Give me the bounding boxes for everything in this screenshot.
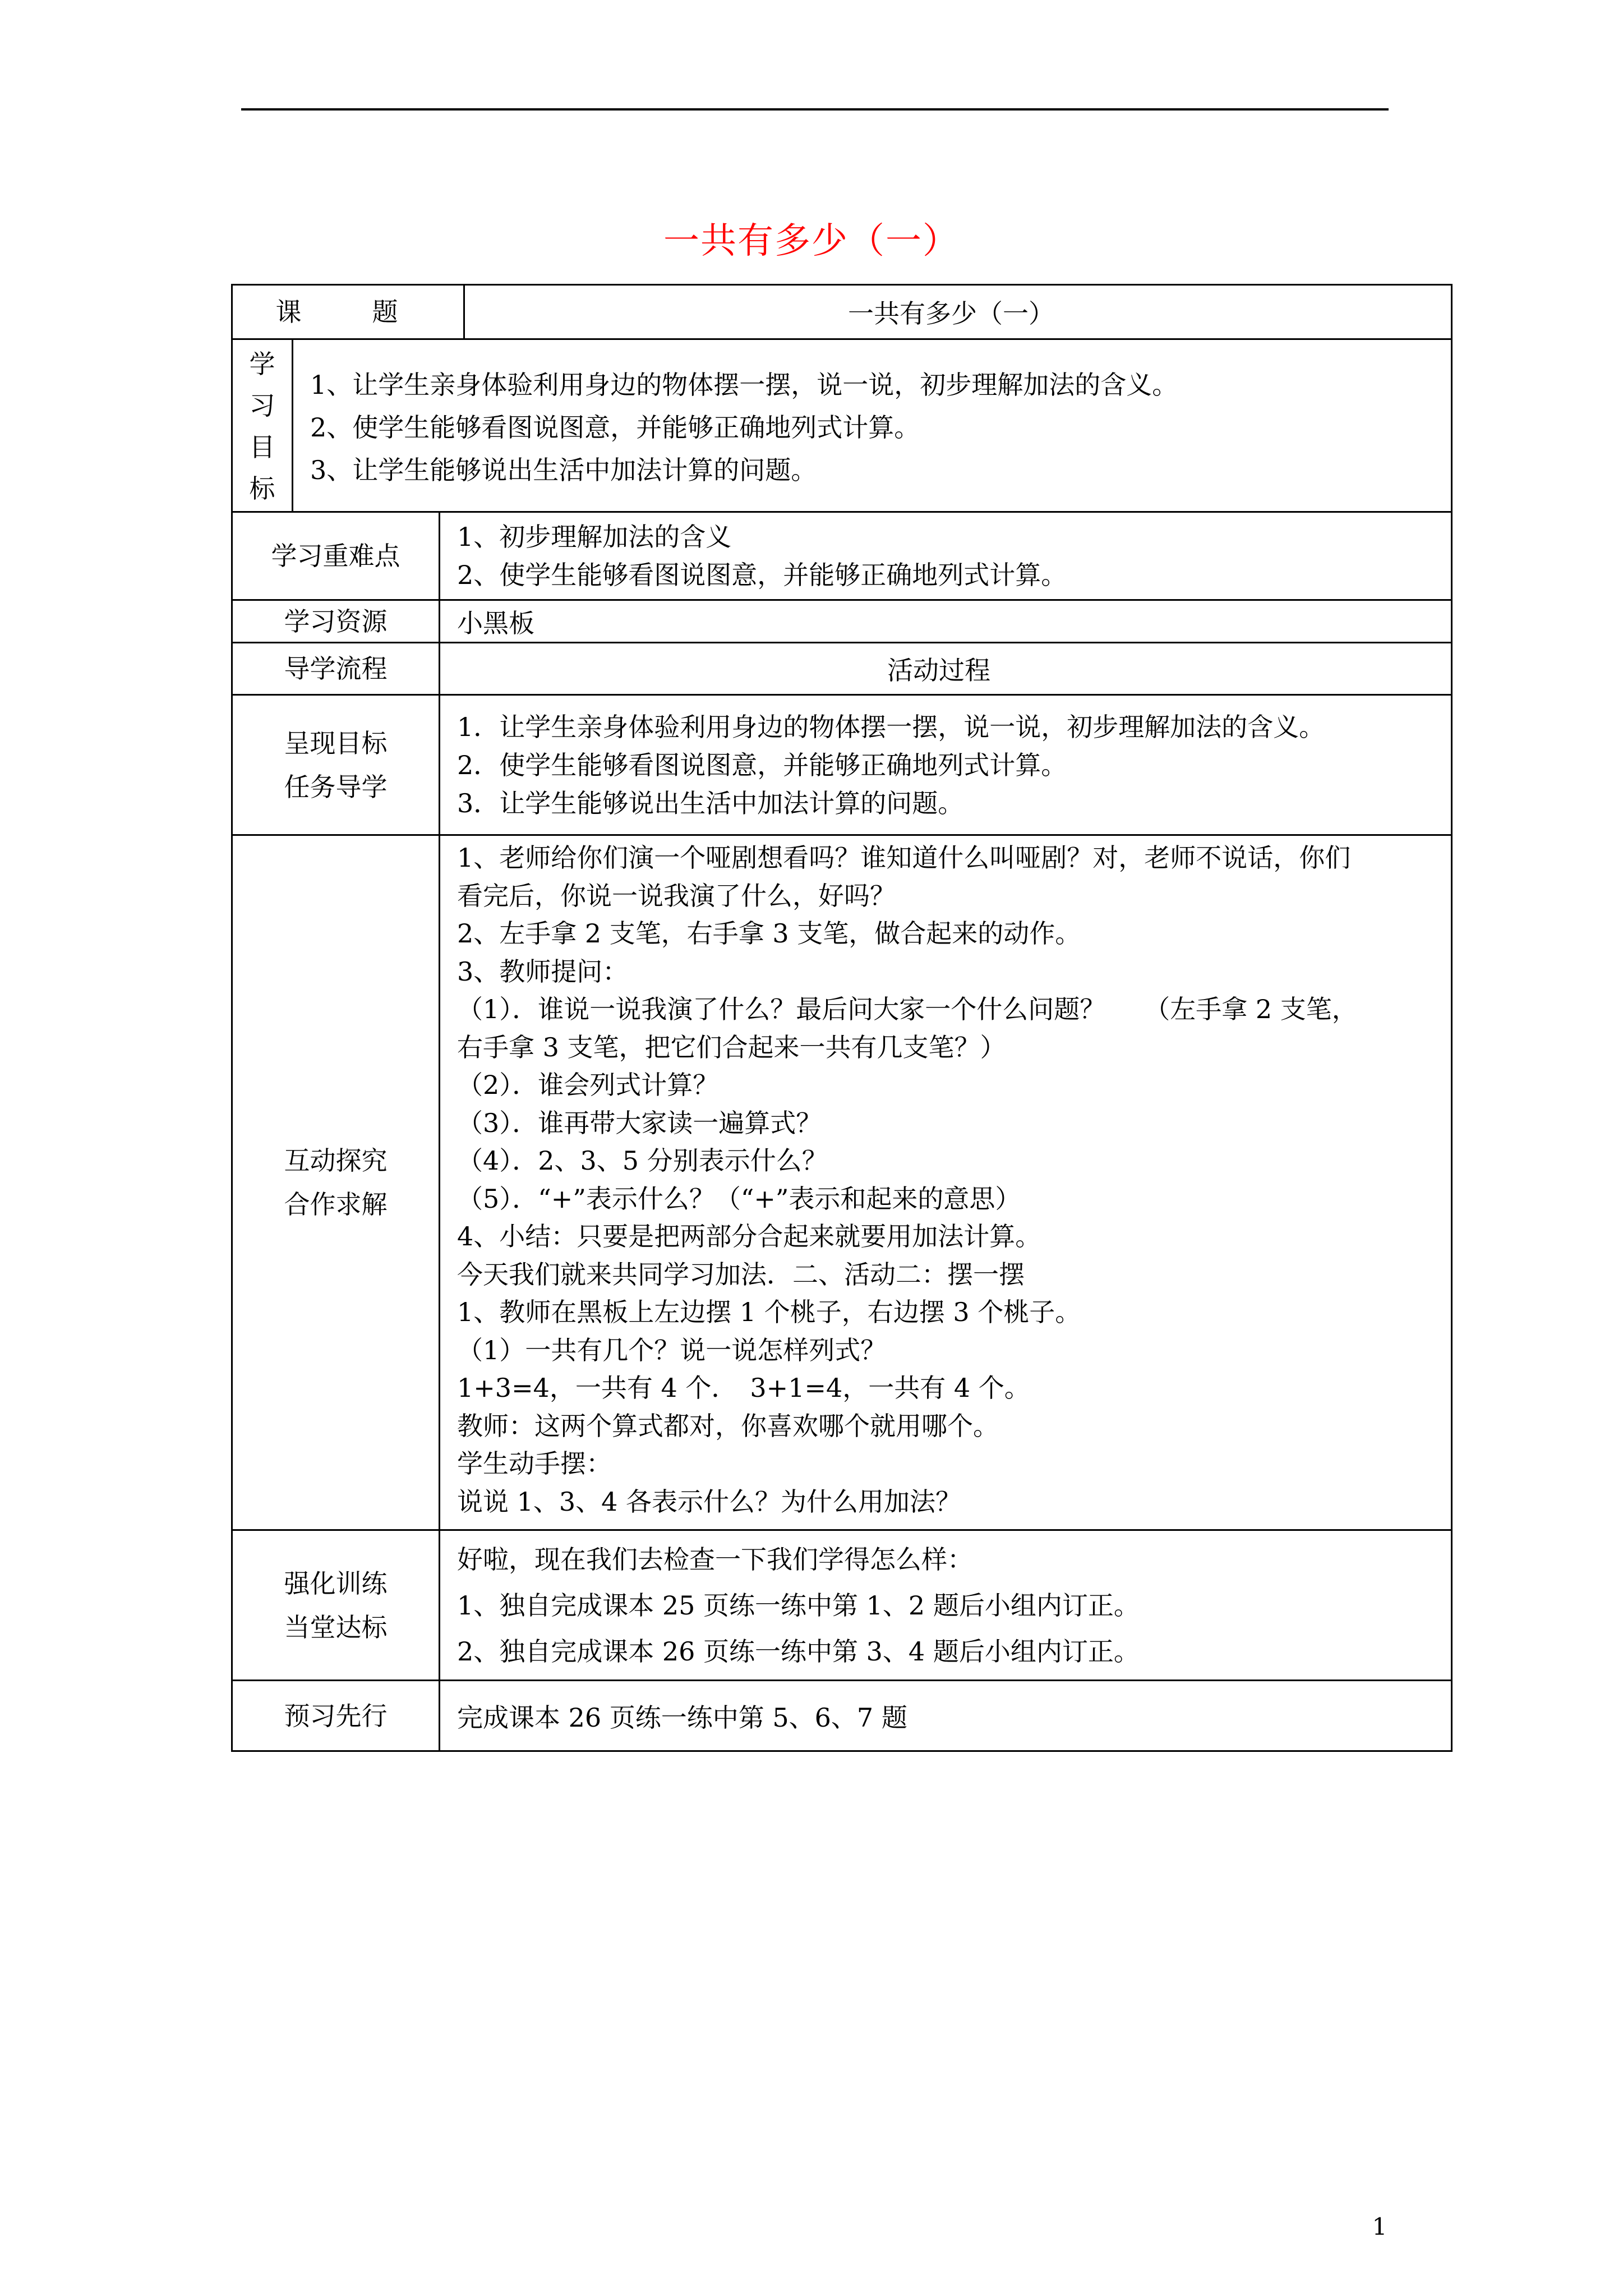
- key-point-item: 2、使学生能够看图说图意，并能够正确地列式计算。: [457, 560, 1067, 590]
- label-line: 当堂达标: [284, 1612, 388, 1642]
- present-goals-content: [440, 696, 1451, 834]
- key-points-row: [231, 513, 1453, 601]
- goal-item: 2．使学生能够看图说图意，并能够正确地列式计算。: [457, 749, 1067, 780]
- present-goals-row: [231, 696, 1453, 836]
- activity-line: （1）．谁说一说我演了什么？最后问大家一个什么问题？ （左手拿 2 支笔，: [457, 994, 1358, 1024]
- activity-line: 看完后，你说一说我演了什么，好吗？: [457, 880, 896, 911]
- reinforce-line: 好啦，现在我们去检查一下我们学得怎么样：: [457, 1544, 973, 1575]
- topic-row: [231, 284, 1453, 340]
- activity-line: （2）．谁会列式计算？: [457, 1070, 719, 1100]
- activity-line: 教师：这两个算式都对，你喜欢哪个就用哪个。: [457, 1410, 999, 1441]
- flow-header-value: 活动过程: [887, 655, 990, 685]
- reinforce-label: [233, 1531, 440, 1680]
- activity-line: （4）．2、3、5 分别表示什么？: [457, 1145, 828, 1176]
- activity-line: 3、教师提问：: [457, 956, 629, 987]
- flow-header-row: [231, 643, 1453, 696]
- topic-value: 一共有多少（一）: [848, 298, 1054, 329]
- interactive-label: [233, 836, 440, 1529]
- activity-line: （5）．“+”表示什么？（“+”表示和起来的意思）: [457, 1183, 1021, 1214]
- activity-line: 1+3=4，一共有 4 个． 3+1=4，一共有 4 个。: [457, 1373, 1030, 1403]
- resources-row: [231, 601, 1453, 643]
- document-title: 一共有多少（一）: [663, 220, 960, 262]
- resources-value: 小黑板: [457, 608, 534, 638]
- activity-line: 1、教师在黑板上左边摆 1 个桃子，右边摆 3 个桃子。: [457, 1297, 1081, 1327]
- activity-line: 右手拿 3 支笔，把它们合起来一共有几支笔？）: [457, 1032, 1006, 1062]
- flow-header-label: 导学流程: [233, 643, 440, 694]
- preview-value: 完成课本 26 页练一练中第 5、6、7 题: [457, 1702, 907, 1733]
- reinforce-content: [440, 1531, 1451, 1680]
- label-line: 任务导学: [284, 771, 388, 802]
- interactive-content: [440, 836, 1451, 1529]
- objectives-label-char: 学: [249, 349, 275, 379]
- activity-line: 4、小结：只要是把两部分合起来就要用加法计算。: [457, 1221, 1041, 1251]
- objectives-label-char: 习: [249, 390, 275, 421]
- present-goals-label: [233, 696, 440, 834]
- lesson-plan-table: [231, 284, 1453, 1752]
- resources-label: 学习资源: [233, 601, 440, 642]
- objectives-label-char: 目: [249, 432, 275, 462]
- objectives-row: [231, 340, 1453, 513]
- key-points-content: [440, 513, 1451, 599]
- key-points-label: 学习重难点: [233, 513, 440, 599]
- activity-line: 今天我们就来共同学习加法．二、活动二：摆一摆: [457, 1259, 1025, 1290]
- goal-item: 1．让学生亲身体验利用身边的物体摆一摆，说一说，初步理解加法的含义。: [457, 711, 1325, 742]
- reinforce-row: [231, 1531, 1453, 1681]
- label-line: 强化训练: [284, 1568, 388, 1599]
- preview-row: [231, 1681, 1453, 1752]
- objective-item: 1、让学生亲身体验利用身边的物体摆一摆，说一说，初步理解加法的含义。: [310, 369, 1178, 400]
- objectives-label: [233, 340, 293, 511]
- page-number: 1: [1372, 2213, 1387, 2240]
- objective-item: 2、使学生能够看图说图意，并能够正确地列式计算。: [310, 412, 920, 443]
- goal-item: 3．让学生能够说出生活中加法计算的问题。: [457, 788, 964, 818]
- topic-label: 课 题: [233, 286, 465, 338]
- reinforce-line: 2、独自完成课本 26 页练一练中第 3、4 题后小组内订正。: [457, 1636, 1140, 1667]
- activity-line: 说说 1、3、4 各表示什么？为什么用加法？: [457, 1486, 962, 1517]
- objective-item: 3、让学生能够说出生活中加法计算的问题。: [310, 454, 817, 485]
- preview-label: 预习先行: [233, 1681, 440, 1750]
- label-line: 呈现目标: [284, 728, 388, 758]
- label-line: 合作求解: [284, 1189, 388, 1220]
- header-rule: [241, 108, 1389, 111]
- reinforce-line: 1、独自完成课本 25 页练一练中第 1、2 题后小组内订正。: [457, 1590, 1140, 1621]
- activity-line: 1、老师给你们演一个哑剧想看吗？谁知道什么叫哑剧？对，老师不说话，你们: [457, 843, 1351, 873]
- activity-line: （3）．谁再带大家读一遍算式？: [457, 1107, 822, 1138]
- activity-line: 学生动手摆：: [457, 1448, 612, 1479]
- interactive-row: [231, 836, 1453, 1531]
- objectives-label-char: 标: [249, 473, 275, 504]
- activity-line: （1）一共有几个？说一说怎样列式？: [457, 1335, 887, 1365]
- label-line: 互动探究: [284, 1145, 388, 1176]
- activity-line: 2、左手拿 2 支笔，右手拿 3 支笔，做合起来的动作。: [457, 918, 1081, 949]
- objectives-content: [293, 340, 1451, 511]
- key-point-item: 1、初步理解加法的含义: [457, 522, 732, 552]
